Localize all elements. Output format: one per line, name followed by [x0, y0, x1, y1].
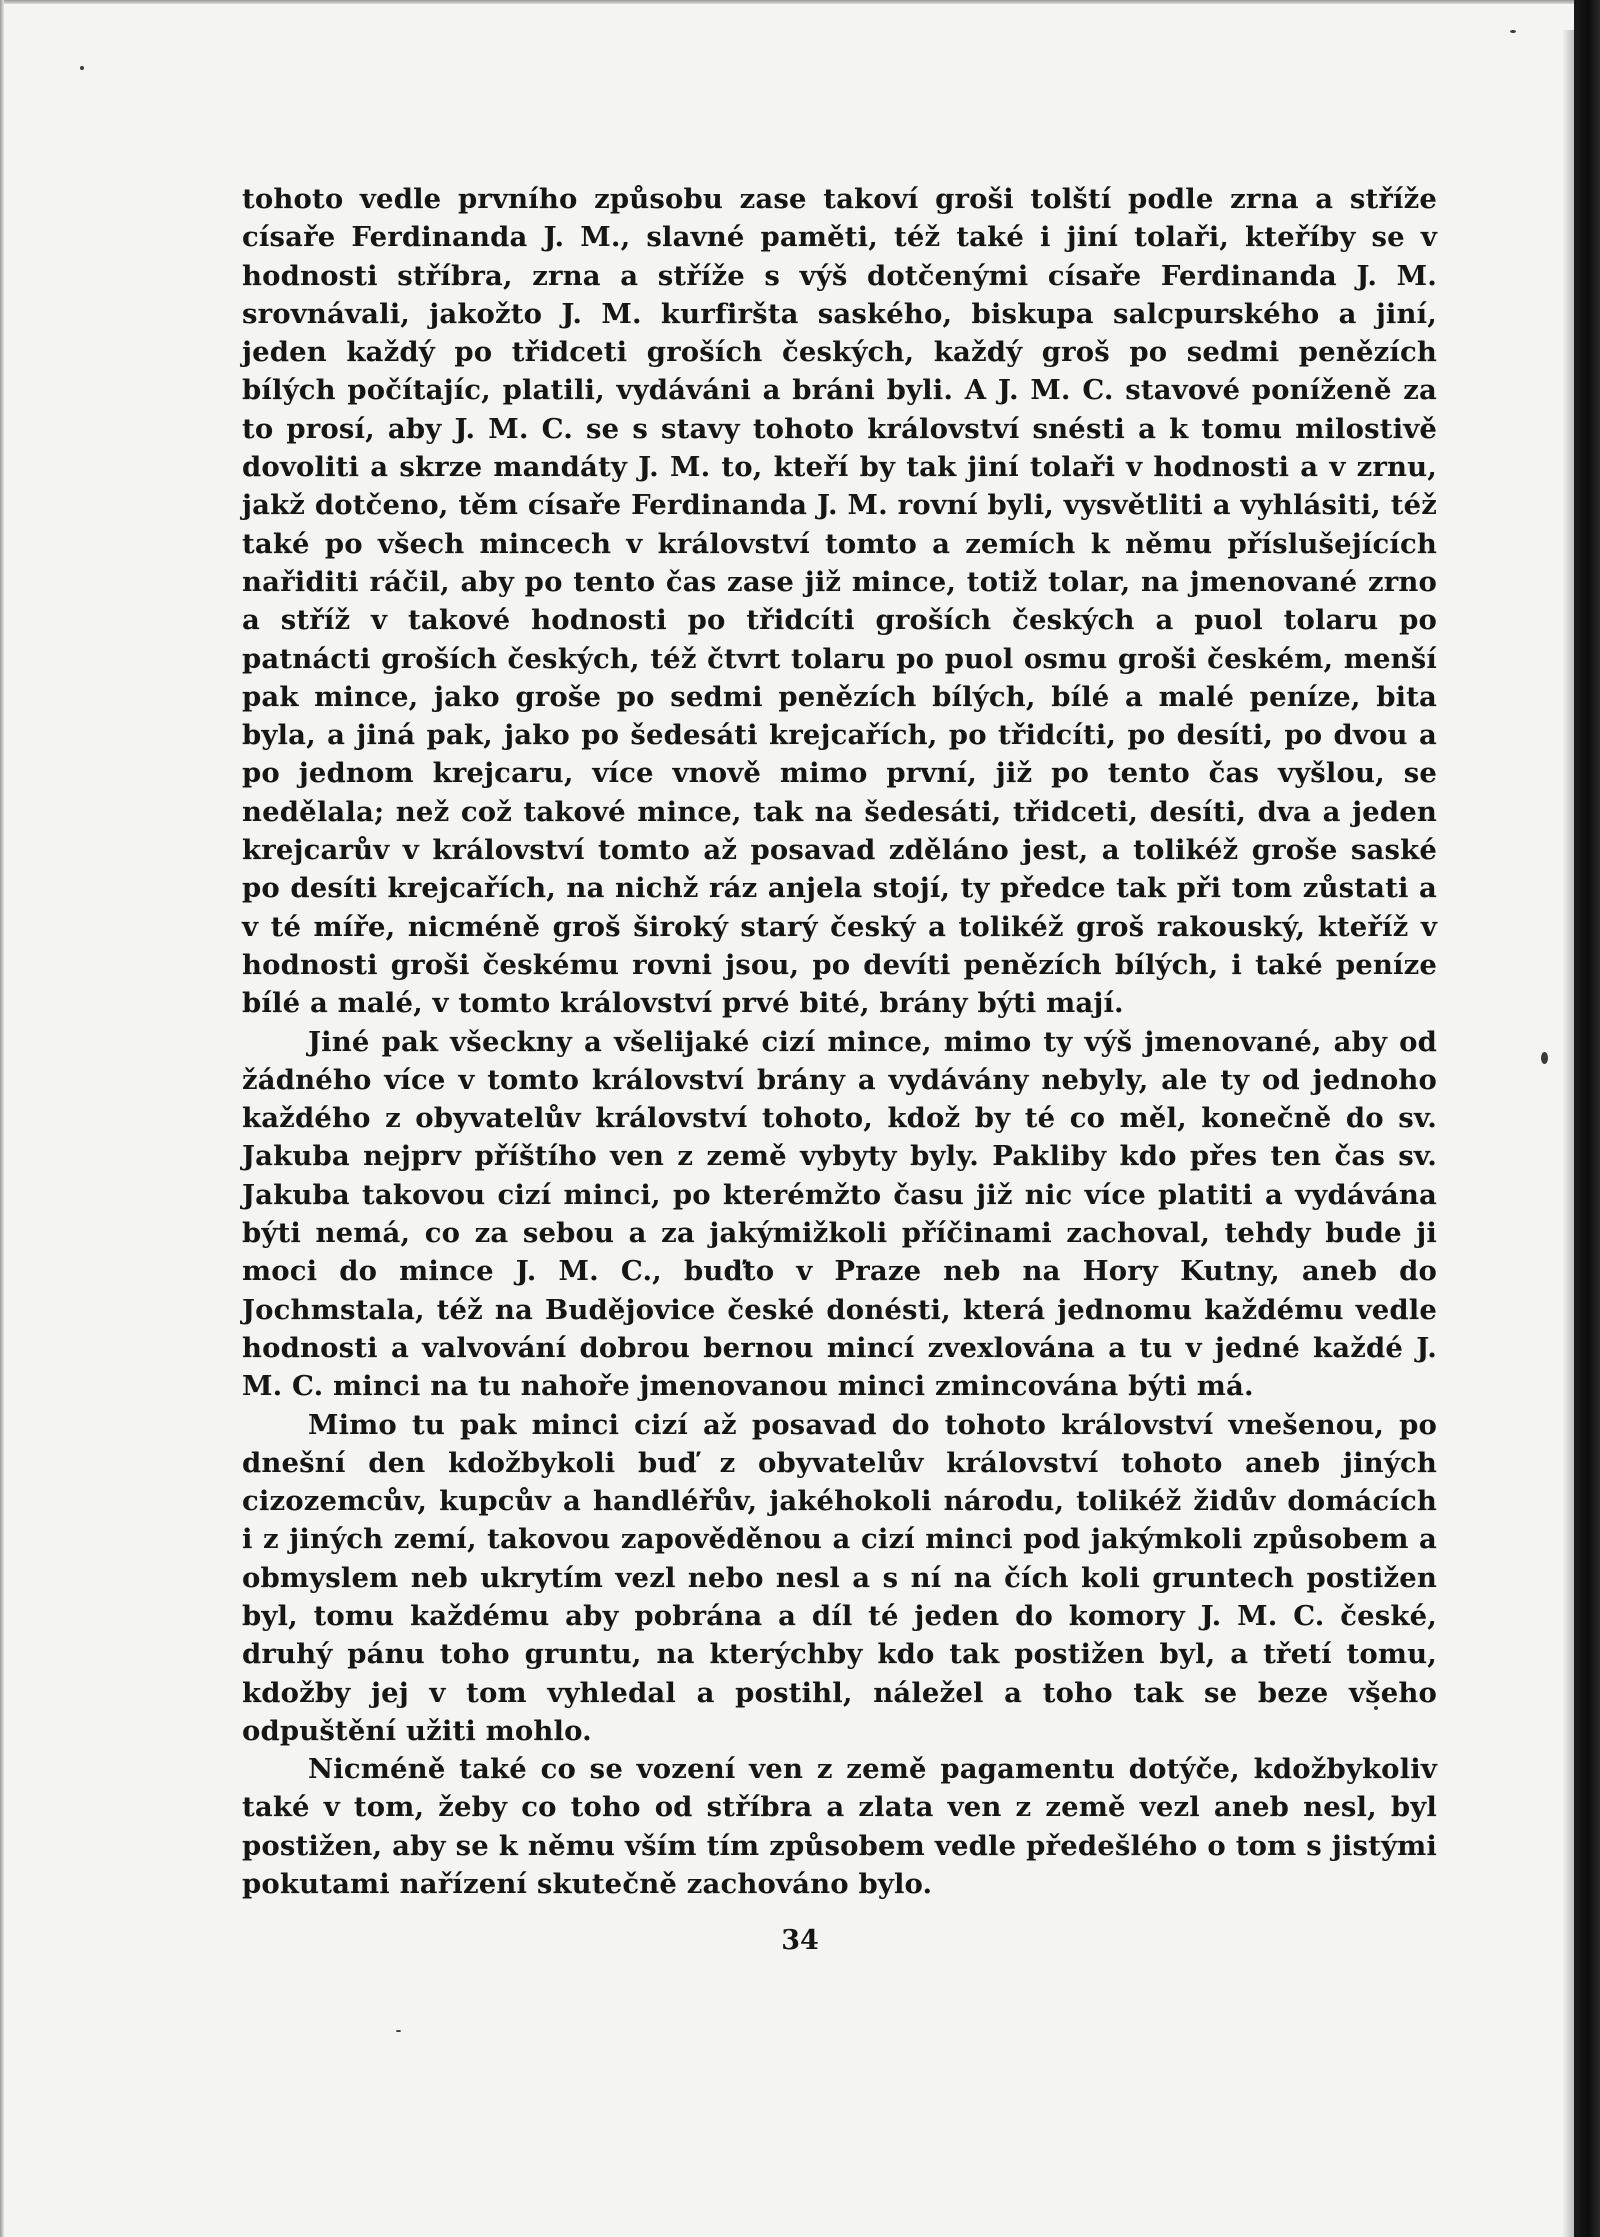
paragraph-2: Jiné pak všeckny a všelijaké cizí mince, mimo ty výš jmenované, aby od žádného více v tomto království brány a vydávány nebyly, ale ty od jednoho každého z obyvatelův království tohoto, kdož by té co měl, konečně do sv. Jakuba nejprv příštího ven z země vybyty byly. Pakliby kdo přes ten čas sv. Jakuba takovou cizí minci, po kterémžto času již nic více platiti a vydávána býti nemá, co za sebou a za jakýmižkoli příčinami zachoval, tehdy bude ji moci do mince J. M. C., buďto v Praze neb na Hory Kutny, aneb do Jochmstala, též na Budějovice české donésti, která jednomu každému vedle hodnosti a valvování dobrou bernou mincí zvexlována a tu v jedné každé J. M. C. minci na tu nahoře jmenovanou minci zmincována býti má.	[242, 1025, 1437, 1403]
page-left-edge	[0, 0, 4, 2237]
page-top-edge	[0, 0, 1600, 4]
page-fold-shadow	[1562, 30, 1574, 2237]
ink-speck	[396, 2030, 401, 2032]
ink-speck	[1541, 1052, 1548, 1064]
ink-speck	[1510, 30, 1516, 33]
paragraph-1: tohoto vedle prvního způsobu zase takoví groši tolští podle zrna a stříže císaře Ferdinanda J. M., slavné paměti, též také i jiní tolaři, kteříby se v hodnosti stříbra, zrna a stříže s výš dotčenými císaře Ferdinanda J. M. srovnávali, jakožto J. M. kurfiršta saského, biskupa salcpurského a jiní, jeden každý po třidceti groších českých, každý groš po sedmi penězích bílých počítajíc, platili, vydáváni a bráni byli. A J. M. C. stavové poníženě za to prosí, aby J. M. C. se s stavy tohoto království snésti a k tomu milostivě dovoliti a skrze mandáty J. M. to, kteří by tak jiní tolaři v hodnosti a v zrnu, jakž dotčeno, těm císaře Ferdinanda J. M. rovní byli, vysvětliti a vyhlásiti, též také po všech mincech v království tomto a zemích k němu příslušejících nařiditi ráčil, aby po tento čas zase již mince, totiž tolar, na jmenované zrno a stříž v takové hodnosti po třidcíti groších českých a puol tolaru po patnácti groších českých, též čtvrt tolaru po puol osmu groši českém, menší pak mince, jako groše po sedmi penězích bílých, bílé a malé peníze, bita byla, a jiná pak, jako po šedesáti krejcařích, po třidcíti, po desíti, po dvou a po jednom krejcaru, více vnově mimo první, již po tento čas vyšlou, se nedělala; než což takové mince, tak na šedesáti, třidceti, desíti, dva a jeden krejcarův v království tomto až posavad zděláno jest, a tolikéž groše saské po desíti krejcařích, na nichž ráz anjela stojí, ty předce tak při tom zůstati a v té míře, nicméně groš široký starý český a tolikéž groš rakouský, kteříž v hodnosti groši českému rovni jsou, po devíti penězích bílých, i také peníze bílé a malé, v tomto království prvé bité, brány býti mají.	[242, 183, 1437, 1020]
ink-speck	[80, 66, 84, 70]
body-text	[242, 180, 1437, 1903]
paragraph-4: Nicméně také co se vození ven z země pagamentu dotýče, kdožbykoliv také v tom, žeby co toho od stříbra a zlata ven z země vezl aneb nesl, byl postižen, aby se k němu vším tím způsobem vedle předešlého o tom s jistými pokutami nařízení skutečně zachováno bylo.	[242, 1753, 1437, 1901]
paragraph-3: Mimo tu pak minci cizí až posavad do tohoto království vnešenou, po dnešní den kdožbykoli buď z obyvatelův království tohoto aneb jiných cizozemcův, kupcův a handléřův, jakéhokoli národu, tolikéž židův domácích i z jiných zemí, takovou zapověděnou a cizí minci pod jakýmkoli způsobem a obmyslem neb ukrytím vezl nebo nesl a s ní na čích koli gruntech postižen byl, tomu každému aby pobrána a díl té jeden do komory J. M. C. české, druhý pánu toho gruntu, na kterýchby kdo tak postižen byl, a třetí tomu, kdožby jej v tom vyhledal a postihl, náležel a toho tak se beze všeho odpuštění užiti mohlo.	[242, 1408, 1437, 1747]
book-spine-edge	[1574, 0, 1600, 2237]
page-number: 34	[781, 1925, 819, 1956]
